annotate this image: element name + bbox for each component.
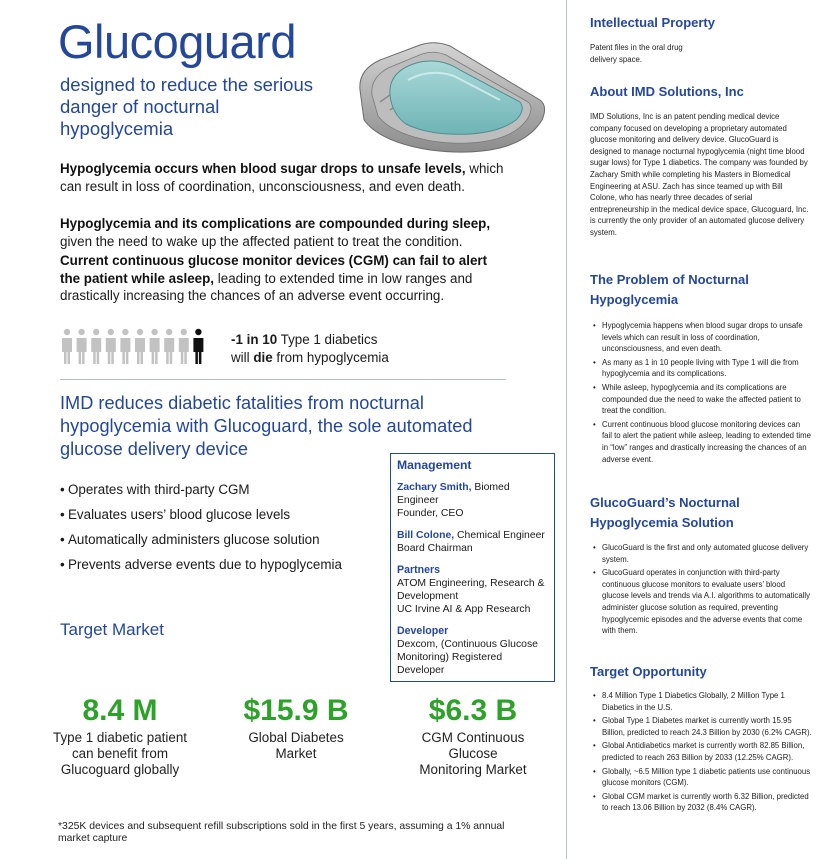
person-icon [77, 329, 87, 364]
problem-item: • While asleep, hypoglycemia and its complications are compounded due the need to wake the affected patient to treat the condition. [590, 382, 812, 417]
solution-heading: GlucoGuard’s Nocturnal Hypoglycemia Solution [590, 495, 740, 530]
developer-section [397, 625, 548, 677]
section-divider [60, 379, 506, 380]
mortality-line2-rest: from hypoglycemia [272, 350, 389, 365]
mortality-line2-pre: will [231, 350, 254, 365]
opportunity-item: • Global CGM market is currently worth 6.32 Billion, predicted to reach 13.06 Billion by 2032 (8.4% CAGR). [590, 791, 812, 814]
stat-patients-caption: Type 1 diabetic patient can benefit from Glucoguard globally [53, 730, 187, 777]
mortality-ratio: -1 in 10 [231, 332, 278, 347]
partners-label: Partners [397, 564, 440, 576]
person1-name: Zachary Smith, [397, 482, 472, 493]
tagline: designed to reduce the serious danger of nocturnal hypoglycemia [60, 74, 314, 139]
opportunity-item: • 8.4 Million Type 1 Diabetics Globally, 2 Million Type 1 Diabetics in the U.S. [590, 690, 812, 713]
opportunity-item: • Globally, ~6.5 Million type 1 diabetic patients use continuous glucose monitors (CGM). [590, 766, 812, 789]
feature-list [60, 477, 380, 577]
person-icon [135, 329, 145, 364]
intro-paragraph-3 [60, 252, 510, 305]
page-title: Glucoguard [58, 15, 296, 68]
feature-text: Operates with third-party CGM [68, 482, 250, 497]
intro-paragraph-2 [60, 215, 510, 250]
intro-p1-bold: Hypoglycemia occurs when blood sugar drops to unsafe levels, [60, 161, 466, 176]
person-icon [91, 329, 101, 364]
person-icon [62, 329, 72, 364]
problem-item: • Current continuous blood glucose monitoring devices can fail to alert the patient while asleep, leading to extended time in “low” ranges and drastically increasing the chances of an adverse event. [590, 419, 812, 465]
intro-p3-bold: Current continuous glucose monitor devices (CGM) can fail to alert the patient while asleep, [60, 253, 488, 286]
problem-item: • Hypoglycemia happens when blood sugar drops to unsafe levels which can result in loss of coordination, unconsciousness, and even death. [590, 320, 812, 355]
feature-text: Prevents adverse events due to hypoglycemia [68, 557, 342, 572]
target-market-heading: Target Market [60, 620, 164, 639]
intro-paragraph-1 [60, 160, 510, 195]
feature-item: • Evaluates users’ blood glucose levels [60, 507, 291, 522]
management-heading: Management [397, 458, 472, 472]
partner-2: UC Irvine AI & App Research [397, 604, 531, 615]
column-divider [566, 0, 567, 859]
person-icon [164, 329, 174, 364]
stat-diabetes-market-caption: Global Diabetes Market [248, 730, 344, 761]
problem-heading: The Problem of Nocturnal Hypoglycemia [590, 272, 749, 307]
ip-heading: Intellectual Property [590, 15, 715, 30]
management-box [390, 453, 555, 682]
management-person-1 [397, 481, 548, 520]
opportunity-list [590, 690, 812, 816]
partners-section [397, 564, 548, 616]
solution-item: • GlucoGuard is the first and only automated glucose delivery system. [590, 542, 812, 565]
stat-diabetes-market-value: $15.9 B [243, 694, 349, 727]
person-icon [150, 329, 160, 364]
developer-label: Developer [397, 625, 449, 637]
footnote: *325K devices and subsequent refill subscriptions sold in the first 5 years, assuming a 1% annual market capture [58, 821, 505, 844]
person-icon [120, 329, 130, 364]
person1-title: Founder, CEO [397, 508, 464, 519]
person2-title: Board Chairman [397, 543, 473, 554]
opportunity-item: • Global Type 1 Diabetes market is currently worth 15.95 Billion, predicted to reach 24.3 Billion by 2030 (6.2% CAGR). [590, 715, 812, 738]
solution-list [590, 542, 812, 639]
person1-role: Biomed Engineer [397, 482, 510, 506]
feature-text: Automatically administers glucose solution [68, 532, 320, 547]
mortality-stat [231, 331, 389, 367]
feature-text: Evaluates users’ blood glucose levels [68, 507, 291, 522]
people-icons [60, 328, 210, 366]
ip-text: Patent files in the oral drug delivery space. [590, 43, 683, 64]
mortality-line1: Type 1 diabetics [277, 332, 378, 347]
feature-item: • Automatically administers glucose solution [60, 532, 320, 547]
opportunity-heading: Target Opportunity [590, 664, 707, 679]
management-person-2 [397, 529, 548, 555]
intro-p2-bold: Hypoglycemia and its complications are compounded during sleep, [60, 216, 491, 231]
person2-name: Bill Colone, [397, 530, 455, 541]
stat-cgm-market-value: $6.3 B [428, 694, 518, 727]
imd-heading: IMD reduces diabetic fatalities from nocturnal hypoglycemia with Glucoguard, the sole automated glucose delivery device [60, 393, 473, 459]
person-icon [106, 329, 116, 364]
opportunity-item: • Global Antidiabetics market is currently worth 82.85 Billion, predicted to reach 263 Billion by 2033 (12.25% CAGR). [590, 740, 812, 763]
partner-1: ATOM Engineering, Research & Development [397, 578, 545, 602]
mortality-line2-bold: die [253, 350, 273, 365]
stat-patients-value: 8.4 M [82, 694, 158, 727]
about-heading: About IMD Solutions, Inc [590, 84, 744, 99]
feature-item: • Operates with third-party CGM [60, 482, 250, 497]
about-text: IMD Solutions, Inc is an patent pending medical device company focused on developing a proprietary automated glucose monitoring and delivery device. GlucoGuard is designed to manage nocturnal hypoglycemia (night time blood sugar lows) for Type 1 diabetics. The company was founded by Zachary Smith while completing his Masters in Biomedical Engineering at ASU. Zach has since teamed up with Bill Colone, who has nearly three decades of serial entrepreneurship in the medical device space, Glucoguard, Inc. is currently the only provider of an automated glucose delivery system. [590, 112, 809, 237]
person-icon-highlighted [193, 329, 203, 364]
glucoguard-device-image [350, 40, 550, 155]
solution-item: • GlucoGuard operates in conjunction with third-party continuous glucose monitors to evaluate users’ blood glucose levels and trends via A.I. algorithms to automatically administer glucose solution as required, preventing hypoglycemic episodes and the adverse events that come with them. [590, 567, 812, 637]
intro-p2-rest: given the need to wake up the affected patient to treat the condition. [60, 233, 463, 249]
person2-role: Chemical Engineer [454, 530, 545, 541]
problem-item: • As many as 1 in 10 people living with Type 1 will die from hypoglycemia and its complications. [590, 357, 812, 380]
developer-text: Dexcom, (Continuous Glucose Monitoring) Registered Developer [397, 639, 538, 676]
stat-cgm-market-caption: CGM Continuous Glucose Monitoring Market [419, 730, 527, 777]
feature-item: • Prevents adverse events due to hypoglycemia [60, 557, 342, 572]
intro-p3-rest: leading to extended time in low ranges and drastically increasing the chances of an adverse event occurring. [60, 270, 473, 303]
intro-p1-rest: which can result in loss of coordination, unconsciousness, and even death. [60, 161, 504, 194]
problem-list [590, 320, 812, 467]
person-icon [179, 329, 189, 364]
